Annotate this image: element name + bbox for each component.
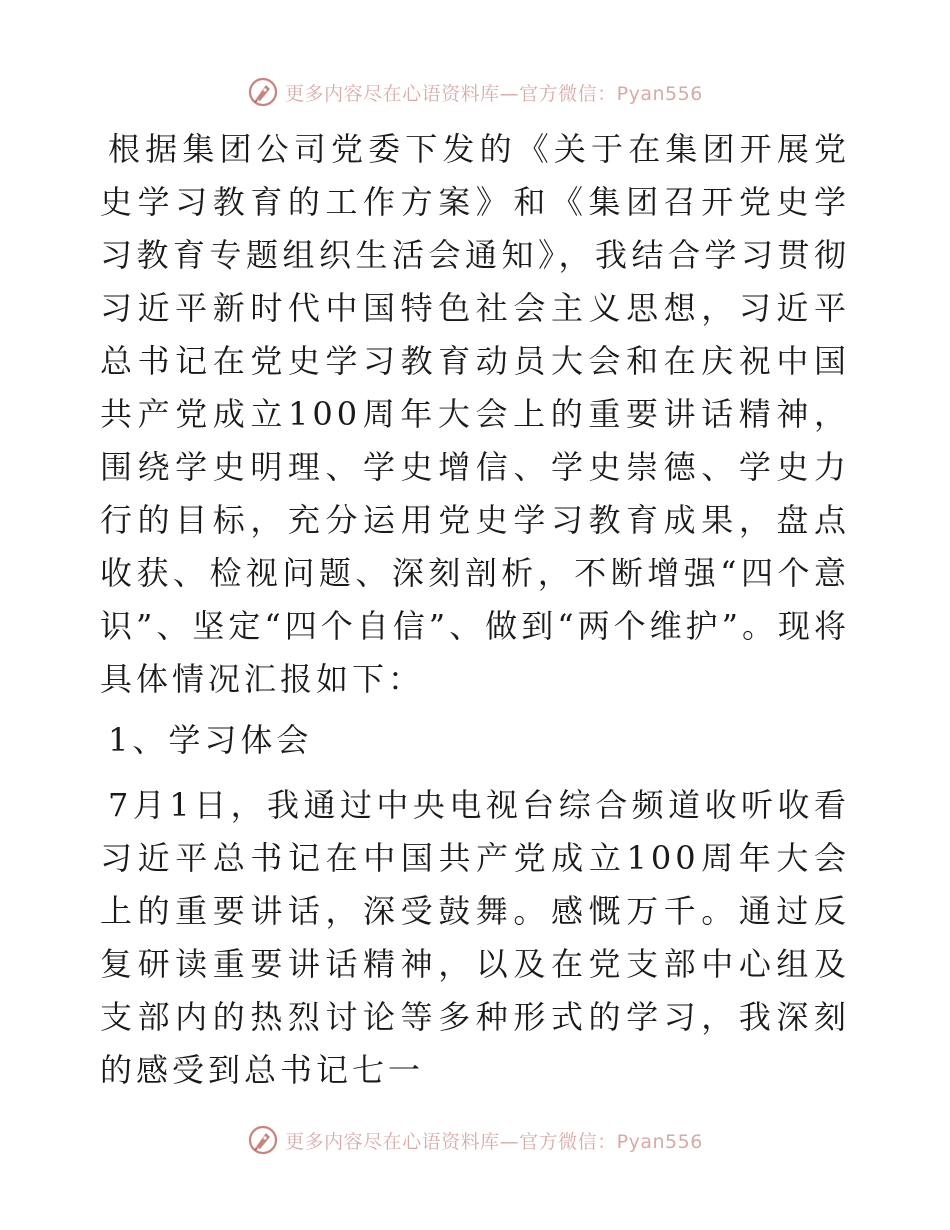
document-body (100, 123, 850, 1097)
watermark-text: 更多内容尽在心语资料库—官方微信：Pyan556 (285, 82, 703, 105)
pen-nib-logo-icon (247, 76, 279, 108)
body-paragraph: 7月1日，我通过中央电视台综合频道收听收看习近平总书记在中国共产党成立100周年大会上的重要讲话，深受鼓舞。感慨万千。通过反复研读重要讲话精神，以及在党支部中心组及支部内的热烈讨论等多种形式的学习，我深刻的感受到总书记七一 (100, 786, 850, 1089)
footer-watermark (0, 1120, 950, 1160)
section-heading: 1、学习体会 (108, 721, 313, 759)
pen-nib-logo-icon (247, 1124, 279, 1156)
intro-paragraph: 根据集团公司党委下发的《关于在集团开展党史学习教育的工作方案》和《集团召开党史学习教育专题组织生活会通知》，我结合学习贯彻习近平新时代中国特色社会主义思想，习近平总书记在党史学习教育动员大会和在庆祝中国共产党成立100周年大会上的重要讲话精神，围绕学史明理、学史增信、学史崇德、学史力行的目标，充分运用党史学习教育成果，盘点收获、检视问题、深刻剖析，不断增强“四个意识”、坚定“四个自信”、做到“两个维护”。现将具体情况汇报如下： (100, 130, 850, 698)
watermark-text: 更多内容尽在心语资料库—官方微信：Pyan556 (285, 1130, 703, 1153)
header-watermark (0, 72, 950, 112)
